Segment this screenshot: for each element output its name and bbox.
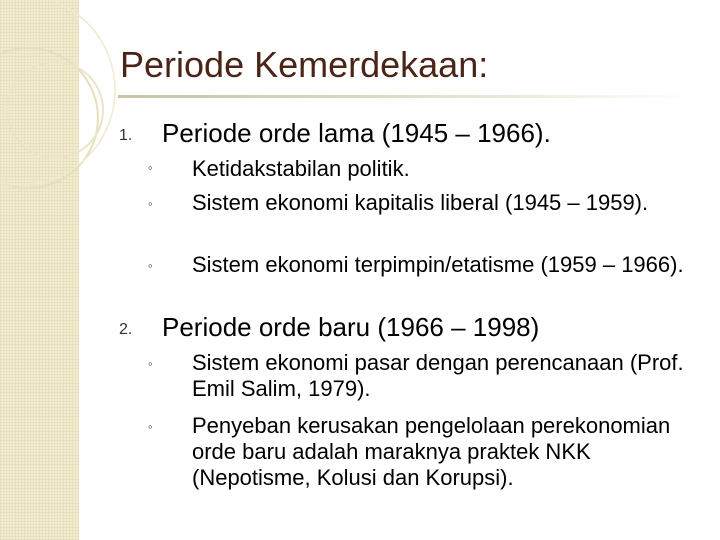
list-subitem: Penyeban kerusakan pengelolaan perekonomian orde baru adalah maraknya praktek NKK (Nepotisme, Kolusi dan Korupsi). [192, 413, 671, 490]
bullet-icon: ◦ [148, 356, 153, 371]
list-subitem: Sistem ekonomi pasar dengan perencanaan (Prof. Emil Salim, 1979). [192, 350, 684, 401]
bullet-icon: ◦ [148, 160, 153, 175]
slide-title: Periode Kemerdekaan: [120, 44, 489, 85]
bullet-icon: ◦ [148, 419, 153, 434]
list-subitem: Sistem ekonomi kapitalis liberal (1945 – 1959). [192, 190, 649, 215]
list-subitem: Sistem ekonomi terpimpin/etatisme (1959 – 1966). [192, 252, 684, 277]
list-subitem: Ketidakstabilan politik. [192, 156, 410, 181]
bullet-icon: ◦ [148, 258, 153, 273]
bullet-icon: ◦ [148, 196, 153, 211]
list-item-heading: Periode orde baru (1966 – 1998) [162, 312, 540, 342]
list-number: 1. [119, 127, 133, 144]
list-item-heading: Periode orde lama (1945 – 1966). [162, 118, 551, 148]
list-number: 2. [119, 321, 133, 338]
